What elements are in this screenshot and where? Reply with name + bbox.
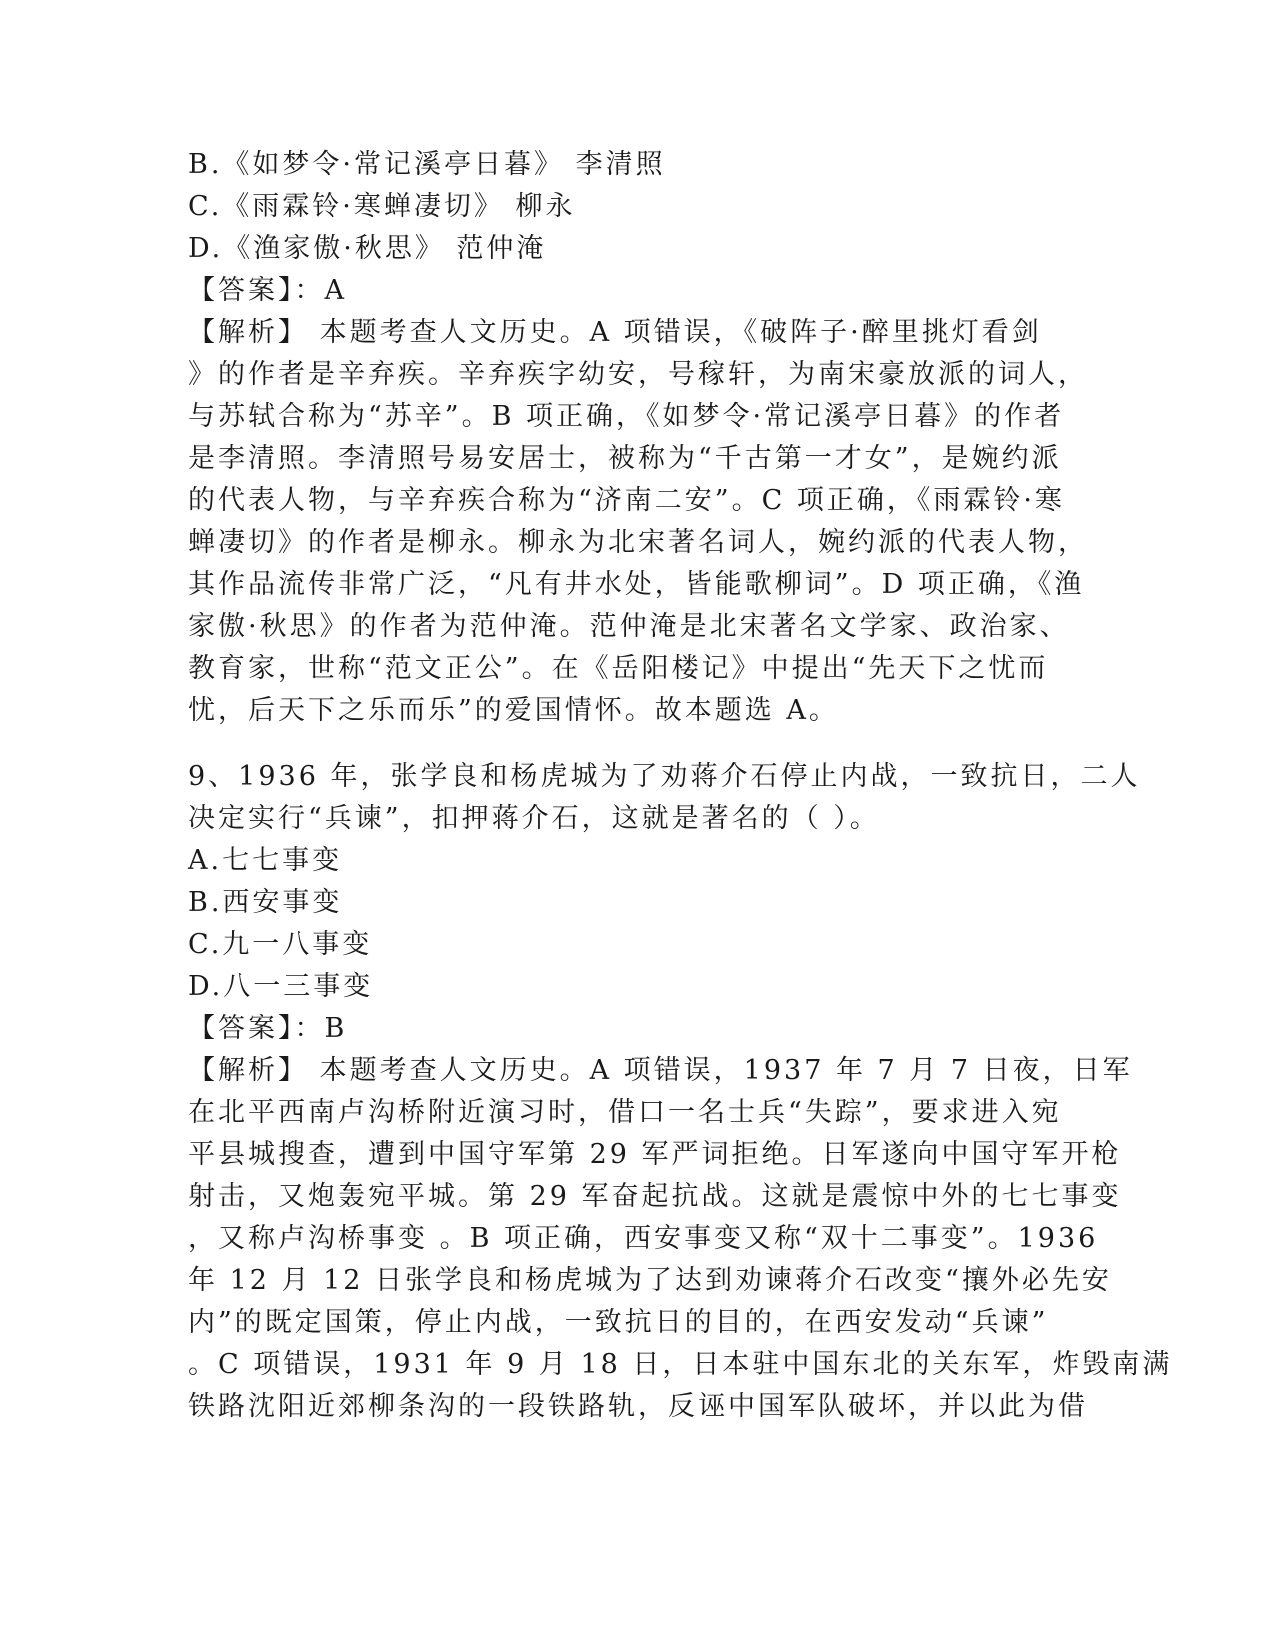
q9-option-a: A.七七事变 — [188, 845, 343, 876]
q8-analysis-line: 是李清照。李清照号易安居士，被称为“千古第一才女”，是婉约派 — [188, 443, 1062, 474]
q8-analysis-line: 的代表人物，与辛弃疾合称为“济南二安”。C 项正确，《雨霖铃·寒 — [188, 485, 1065, 516]
q8-analysis-line: 》的作者是辛弃疾。辛弃疾字幼安，号稼轩，为南宋豪放派的词人， — [188, 359, 1088, 390]
q9-analysis-line: 内”的既定国策，停止内战，一致抗日的目的，在西安发动“兵谏” — [188, 1307, 1049, 1338]
q8-analysis-line: 其作品流传非常广泛，“凡有井水处，皆能歌柳词”。D 项正确，《渔 — [188, 569, 1085, 600]
q9-analysis-line: 【解析】 本题考查人文历史。A 项错误，1937 年 7 月 7 日夜，日军 — [188, 1055, 1133, 1086]
q8-option-c: C.《雨霖铃·寒蝉凄切》 柳永 — [188, 191, 576, 222]
q8-analysis-line: 【解析】 本题考查人文历史。A 项错误，《破阵子·醉里挑灯看剑 — [188, 317, 1042, 348]
q9-option-d: D.八一三事变 — [188, 971, 374, 1002]
q8-analysis-line: 与苏轼合称为“苏辛”。B 项正确，《如梦令·常记溪亭日暮》的作者 — [188, 401, 1065, 432]
q8-option-b: B.《如梦令·常记溪亭日暮》 李清照 — [188, 149, 666, 180]
q9-analysis-line: 。C 项错误，1931 年 9 月 18 日，日本驻中国东北的关东军，炸毁南满 — [188, 1349, 1173, 1380]
q8-analysis-line: 忧，后天下之乐而乐”的爱国情怀。故本题选 A。 — [188, 695, 839, 726]
q9-analysis-line: 铁路沈阳近郊柳条沟的一段铁路轨，反诬中国军队破坏，并以此为借 — [188, 1391, 1088, 1422]
q8-analysis-line: 蝉凄切》的作者是柳永。柳永为北宋著名词人，婉约派的代表人物， — [188, 527, 1088, 558]
q9-option-c: C.九一八事变 — [188, 929, 373, 960]
q8-analysis-line: 家傲·秋思》的作者为范仲淹。范仲淹是北宋著名文学家、政治家、 — [188, 611, 1070, 642]
q8-option-d: D.《渔家傲·秋思》 范仲淹 — [188, 233, 547, 264]
q8-analysis-line: 教育家，世称“范文正公”。在《岳阳楼记》中提出“先天下之忧而 — [188, 653, 1049, 684]
q8-answer: 【答案】：A — [188, 275, 347, 306]
q9-answer: 【答案】：B — [188, 1013, 348, 1044]
q9-analysis-line: 平县城搜查，遭到中国守军第 29 军严词拒绝。日军遂向中国守军开枪 — [188, 1139, 1122, 1170]
q9-stem-line: 9、1936 年，张学良和杨虎城为了劝蒋介石停止内战，一致抗日，二人 — [188, 761, 1141, 792]
q9-analysis-line: 年 12 月 12 日张学良和杨虎城为了达到劝谏蒋介石改变“攘外必先安 — [188, 1265, 1112, 1296]
q9-option-b: B.西安事变 — [188, 887, 343, 918]
q9-analysis-line: 射击，又炮轰宛平城。第 29 军奋起抗战。这就是震惊中外的七七事变 — [188, 1181, 1122, 1212]
q9-analysis-line: 在北平西南卢沟桥附近演习时，借口一名士兵“失踪”，要求进入宛 — [188, 1097, 1062, 1128]
q9-analysis-line: ，又称卢沟桥事变 。B 项正确，西安事变又称“双十二事变”。1936 — [188, 1223, 1099, 1254]
q9-stem-line: 决定实行“兵谏”，扣押蒋介石，这就是著名的（ ）。 — [188, 803, 880, 834]
